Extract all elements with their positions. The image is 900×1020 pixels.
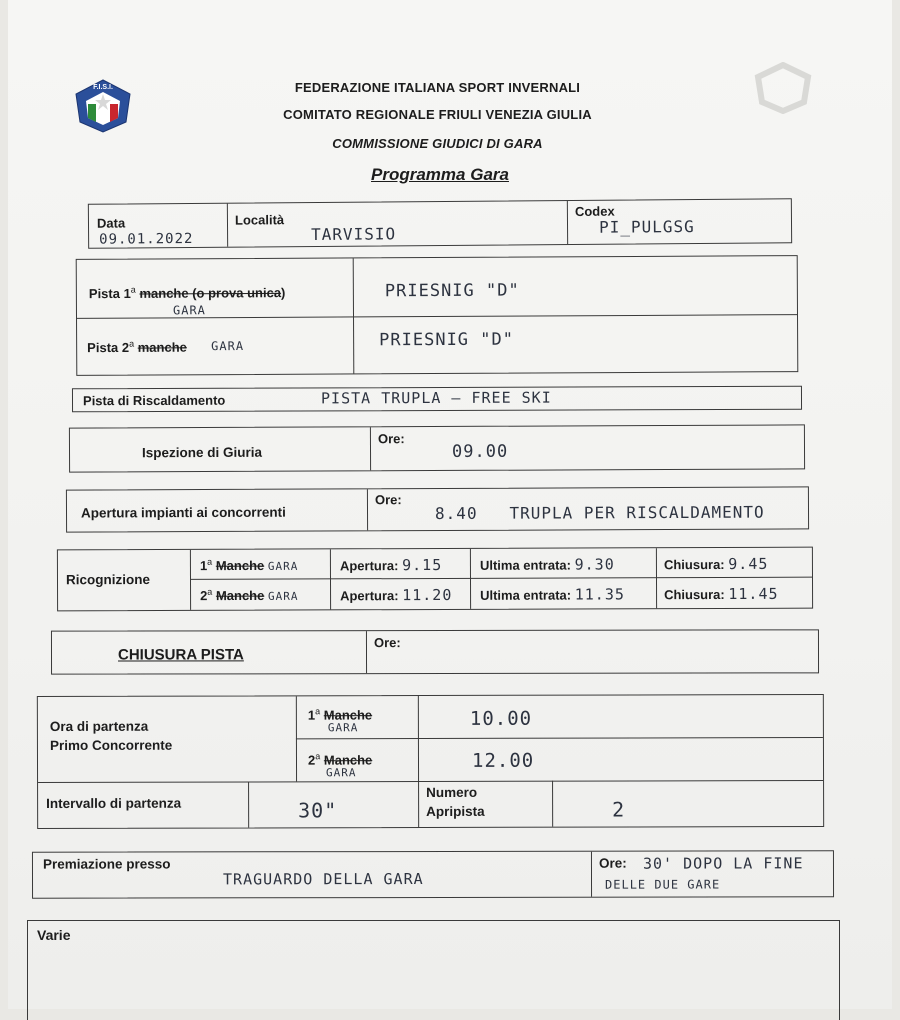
pista2-label: Pista 2$^a$ manche <box>87 338 187 356</box>
ricognizione-row2-chiusura: Chiusura: 11.45 <box>664 584 779 603</box>
manche1-label: 1$^a$ Manche <box>307 706 373 723</box>
ispezione-box <box>69 424 805 472</box>
chiusura-pista-ore-label: Ore: <box>373 635 401 651</box>
apertura-value: 8.40 TRUPLA PER RISCALDAMENTO <box>434 502 765 524</box>
pista2-note: GARA <box>211 339 245 354</box>
fisi-logo-icon <box>74 78 132 134</box>
logo-text: F.I.S.I. <box>93 84 113 91</box>
localita-value: TARVISIO <box>311 224 397 245</box>
manche2-label: 2$^a$ Manche <box>307 751 373 768</box>
pista1-label: Pista 1$^a$ manche (o prova unica) <box>88 284 286 302</box>
ricognizione-row1-manche: 1$^a$ Manche GARA <box>199 556 299 574</box>
manche1-note: GARA <box>327 721 359 735</box>
localita-label: Località <box>234 212 285 228</box>
apertura-box <box>66 486 809 532</box>
manche1-value: 10.00 <box>469 707 533 730</box>
pista1-value: PRIESNIG "D" <box>384 280 520 302</box>
apripista-value: 2 <box>612 797 626 822</box>
premiazione-ore-value-2: DELLE DUE GARE <box>605 877 721 892</box>
riscaldamento-value: PISTA TRUPLA — FREE SKI <box>320 388 552 408</box>
apripista-label-2: Apripista <box>426 803 485 820</box>
codex-value: PI_PULGSG <box>598 216 695 237</box>
ricognizione-box <box>57 547 813 612</box>
ispezione-ore-label: Ore: <box>377 431 405 447</box>
ricognizione-row1-chiusura: Chiusura: 9.45 <box>663 554 769 573</box>
data-label: Data <box>96 215 126 231</box>
ricognizione-row2-apertura: Apertura: 11.20 <box>340 585 453 605</box>
riscaldamento-label: Pista di Riscaldamento <box>82 392 226 409</box>
intervallo-value: 30" <box>298 798 338 823</box>
codex-label: Codex <box>574 203 615 219</box>
info-box <box>88 198 792 249</box>
manche2-value: 12.00 <box>471 749 535 772</box>
premiazione-ore-label: Ore: <box>598 855 627 871</box>
chiusura-pista-label: CHIUSURA PISTA <box>117 646 244 664</box>
manche2-note: GARA <box>326 766 357 780</box>
chiusura-pista-box <box>51 629 819 674</box>
intervallo-label: Intervallo di partenza <box>46 795 182 812</box>
varie-label: Varie <box>37 927 71 943</box>
ricognizione-row1-apertura: Apertura: 9.15 <box>339 555 443 575</box>
header-line-2: COMITATO REGIONALE FRIULI VENEZIA GIULIA <box>283 107 592 122</box>
premiazione-box <box>32 850 834 898</box>
pista1-note: GARA <box>172 303 206 318</box>
pista2-value: PRIESNIG "D" <box>379 329 515 351</box>
premiazione-label: Premiazione presso <box>42 856 171 872</box>
ricognizione-row2-ultima: Ultima entrata: 11.35 <box>480 585 625 604</box>
watermark-icon <box>752 62 814 114</box>
ricognizione-row2-manche: 2$^a$ Manche GARA <box>200 586 299 604</box>
ispezione-label: Ispezione di Giuria <box>141 444 263 461</box>
apertura-label: Apertura impianti ai concorrenti <box>80 504 286 521</box>
header-line-3: COMMISSIONE GIUDICI DI GARA <box>332 136 543 151</box>
ricognizione-row1-ultima: Ultima entrata: 9.30 <box>479 555 615 574</box>
premiazione-value: TRAGUARDO DELLA GARA <box>222 870 424 889</box>
ora-partenza-label-1: Ora di partenza <box>49 718 149 734</box>
header-line-1: FEDERAZIONE ITALIANA SPORT INVERNALI <box>294 80 581 95</box>
apertura-ore-label: Ore: <box>374 492 402 508</box>
premiazione-ore-value-1: 30' DOPO LA FINE <box>642 854 804 873</box>
ispezione-value: 09.00 <box>451 441 509 462</box>
apripista-label-1: Numero <box>426 784 478 801</box>
page-title: Programma Gara <box>371 165 509 184</box>
varie-box <box>27 920 840 1020</box>
ora-partenza-label-2: Primo Concorrente <box>49 737 173 753</box>
partenza-box <box>37 694 824 829</box>
data-value: 09.01.2022 <box>99 230 194 248</box>
piste-box <box>76 255 799 376</box>
ricognizione-label: Ricognizione <box>65 571 151 588</box>
riscaldamento-box <box>72 386 802 413</box>
